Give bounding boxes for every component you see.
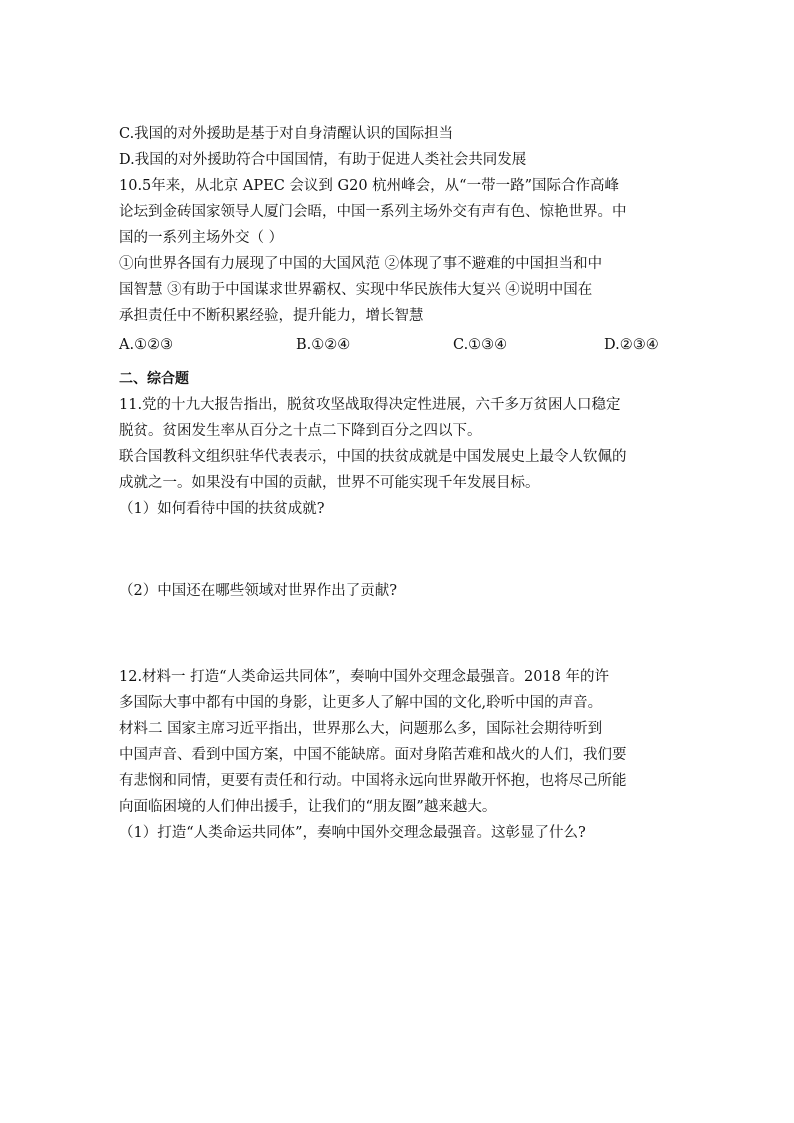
q9-option-d: D.我国的对外援助符合中国国情，有助于促进人类社会共同发展: [119, 152, 527, 168]
q10-option-b: B.①②④: [296, 337, 351, 353]
section-heading: 二、综合题: [119, 371, 189, 387]
q11-line-1: 11.党的十九大报告指出，脱贫攻坚战取得决定性进展，六千多万贫困人口稳定: [119, 397, 621, 413]
q10-option-a: A.①②③: [119, 337, 174, 353]
q12-material-2-line-4: 向面临困境的人们伸出援手，让我们的“朋友圈”越来越大。: [119, 799, 497, 815]
q11-subquestion-2: （2）中国还在哪些领域对世界作出了贡献?: [119, 583, 397, 599]
q12-material-1-line-2: 多国际大事中都有中国的身影，让更多人了解中国的文化,聆听中国的声音。: [119, 695, 603, 711]
q12-material-2-line-1: 材料二 国家主席习近平指出，世界那么大，问题那么多，国际社会期待听到: [119, 721, 603, 737]
q10-options: [119, 332, 679, 358]
q11-subquestion-1: （1）如何看待中国的扶贫成就?: [119, 501, 325, 517]
question-11: [119, 392, 679, 664]
q12-material-2-line-3: 有悲悯和同情，更要有责任和行动。中国将永远向世界敞开怀抱，也将尽己所能: [119, 773, 627, 789]
question-10: [119, 173, 679, 358]
q11-line-4: 成就之一。如果没有中国的贡献，世界不可能实现千年发展目标。: [119, 475, 540, 491]
document-content: [119, 121, 679, 846]
q12-subquestion-1: （1）打造“人类命运共同体”，奏响中国外交理念最强音。这彰显了什么?: [119, 825, 586, 841]
q10-stem-line-2: 论坛到金砖国家领导人厦门会晤，中国一系列主场外交有声有色、惊艳世界。中: [119, 204, 627, 220]
q10-statement-line-2: 国智慧 ③有助于中国谋求世界霸权、实现中华民族伟大复兴 ④说明中国在: [119, 282, 593, 298]
q10-stem-line-1: 10.5年来，从北京 APEC 会议到 G20 杭州峰会，从“一带一路”国际合作高峰: [119, 178, 619, 194]
q12-material-1-line-1: 12.材料一 打造“人类命运共同体”，奏响中国外交理念最强音。2018 年的许: [119, 669, 610, 685]
q9-option-c: C.我国的对外援助是基于对自身清醒认识的国际担当: [119, 126, 454, 142]
q11-line-2: 脱贫。贫困发生率从百分之十点二下降到百分之四以下。: [119, 423, 482, 439]
q11-answer-space-2: [119, 604, 679, 664]
q10-option-d: D.②③④: [604, 337, 659, 353]
q10-statement-line-1: ①向世界各国有力展现了中国的大国风范 ②体现了事不避难的中国担当和中: [119, 256, 603, 272]
q11-answer-space-1: [119, 522, 679, 578]
q10-option-c: C.①③④: [453, 337, 508, 353]
q11-line-3: 联合国教科文组织驻华代表表示，中国的扶贫成就是中国发展史上最令人钦佩的: [119, 449, 627, 465]
q10-stem-line-3: 国的一系列主场外交（ ）: [119, 230, 284, 246]
q12-material-2-line-2: 中国声音、看到中国方案，中国不能缺席。面对身陷苦难和战火的人们，我们要: [119, 747, 627, 763]
question-12: [119, 664, 679, 846]
q10-statement-line-3: 承担责任中不断积累经验，提升能力，增长智慧: [119, 308, 424, 324]
